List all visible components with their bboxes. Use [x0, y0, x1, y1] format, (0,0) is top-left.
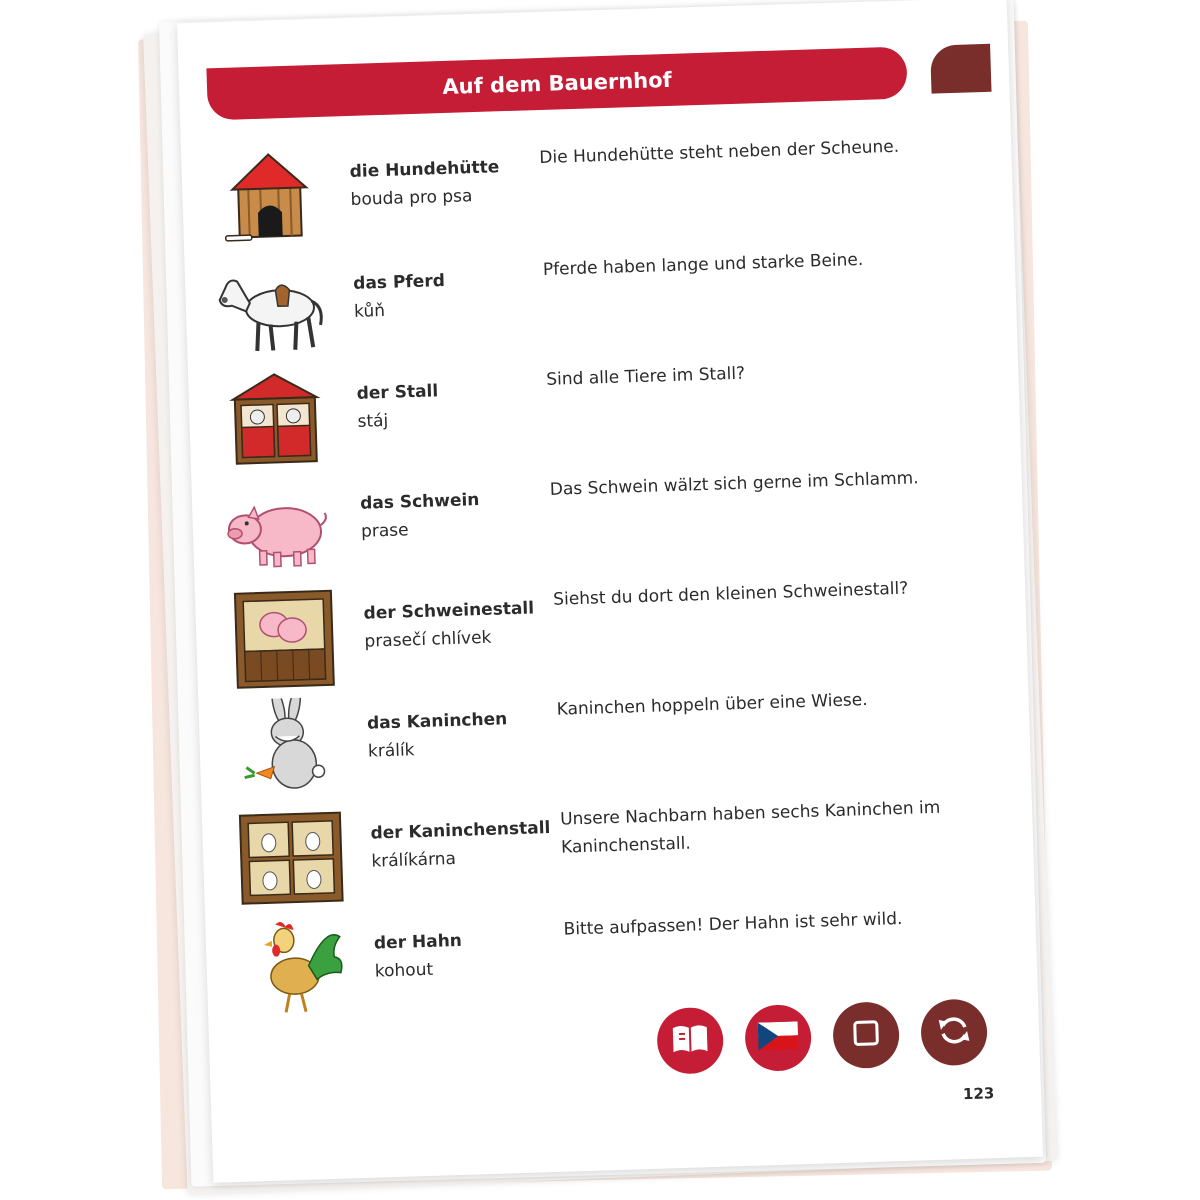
czech-translation: králík [367, 740, 415, 762]
czech-translation: bouda pro psa [350, 186, 473, 210]
book-button[interactable] [656, 1007, 724, 1075]
czech-flag-icon [758, 1021, 799, 1054]
german-word: der Kaninchenstall [370, 817, 551, 844]
rabbit-icon [228, 697, 341, 800]
stop-button[interactable] [832, 1001, 900, 1069]
german-word: der Hahn [373, 930, 463, 954]
vocab-word [370, 814, 552, 876]
page-title: Auf dem Bauernhof [442, 67, 673, 100]
stable-icon [218, 367, 331, 470]
vocab-word [356, 377, 439, 436]
vocab-word [367, 705, 509, 765]
repeat-button[interactable] [920, 998, 988, 1066]
czech-translation: kohout [374, 959, 434, 982]
vocab-entry [225, 896, 1008, 1030]
pig-icon [221, 477, 334, 580]
title-banner [206, 46, 907, 120]
german-word: die Hundehütte [349, 157, 500, 182]
vocab-entry [201, 124, 984, 258]
example-sentence: Kaninchen hoppeln über eine Wiese. [556, 689, 868, 720]
refresh-icon [936, 1013, 971, 1052]
example-sentence: Pferde haben lange und starke Beine. [542, 249, 864, 280]
example-sentence: Bitte aufpassen! Der Hahn ist sehr wild. [563, 908, 903, 940]
german-word: der Stall [356, 381, 439, 404]
vocab-word [374, 927, 464, 986]
german-word: das Pferd [352, 271, 446, 294]
german-word: der Schweinestall [363, 598, 535, 624]
german-word: das Schwein [359, 490, 480, 514]
german-word: das Kaninchen [366, 709, 508, 734]
example-sentence: Siehst du dort den kleinen Schweinestall? [552, 578, 909, 610]
vocab-word [353, 267, 446, 326]
vocab-word [363, 594, 535, 655]
czech-translation: králíkárna [371, 848, 457, 872]
czech-translation: prasečí chlívek [364, 627, 492, 652]
doghouse-icon [211, 145, 324, 248]
example-sentence: Die Hundehütte steht neben der Scheune. [539, 136, 900, 168]
czech-translation: stáj [357, 410, 389, 432]
example-sentence: Unsere Nachbarn haben sechs Kaninchen im Kaninchenstall. [559, 797, 941, 858]
stop-square-icon [852, 1019, 881, 1052]
example-sentence: Das Schwein wälzt sich gerne im Schlamm. [549, 468, 919, 500]
czech-translation: prase [360, 520, 409, 542]
rooster-icon [235, 916, 348, 1019]
example-sentence: Sind alle Tiere im Stall? [546, 363, 746, 390]
czech-translation: kůň [353, 300, 386, 322]
vocab-word [360, 486, 481, 546]
vocab-word [349, 153, 500, 214]
pigsty-icon [225, 587, 338, 690]
book-icon [671, 1023, 710, 1058]
rabbit-hutch-icon [232, 807, 345, 910]
language-czech-button[interactable] [744, 1004, 812, 1072]
page-number: 123 [962, 1084, 995, 1104]
book-page [177, 0, 1043, 1183]
corner-tab [930, 44, 991, 94]
horse-icon [214, 257, 327, 360]
